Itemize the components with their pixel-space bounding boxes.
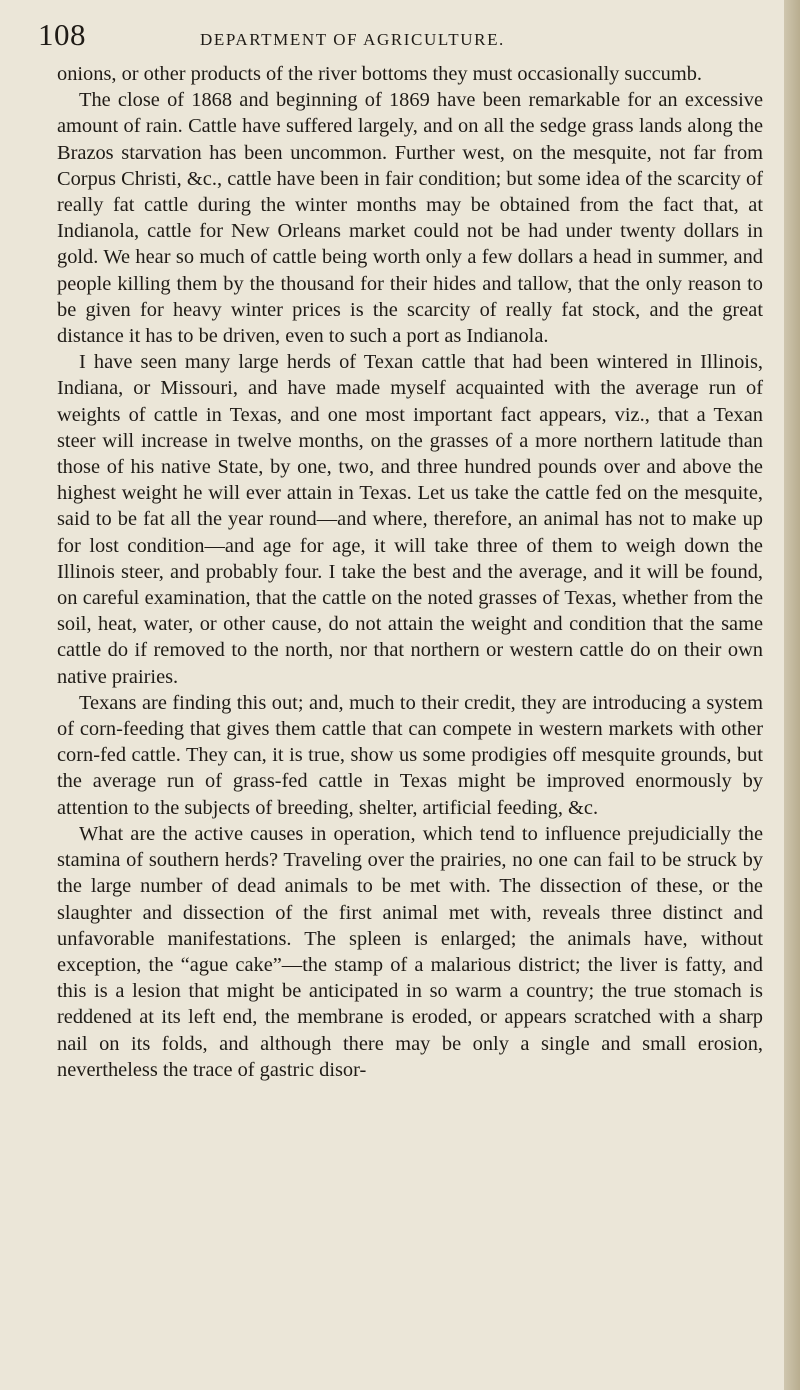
paragraph-rain-and-prices: The close of 1868 and beginning of 1869 have been remarkable for an excessive amount of rain. Cattle have suffered largely, and on all the sedge grass lands along the Brazos starvation has been uncommon. Further west, on the mesquite, not far from Corpus Christi, &c., cattle have been in fair condition; but some idea of the scarcity of really fat cattle during the winter months may be obtained from the fact that, at Indianola, cattle for New Orleans market could not be had under twenty dollars in gold. We hear so much of cattle being worth only a few dollars a head in summer, and people killing them by the thousand for their hides and tallow, that the only reason to be given for heavy winter prices is the scarcity of really fat stock, and the great distance it has to be driven, even to such a port as Indianola. — [57, 89, 763, 348]
page-header — [38, 14, 738, 56]
paragraph-active-causes: What are the active causes in operation, which tend to influence prejudicially the stamina of southern herds? Traveling over the prairies, no one can fail to be struck by the large number of dead animals to be met with. The dissection of these, or the slaughter and dissection of the first animal met with, reveals three distinct and unfavorable manifestations. The spleen is enlarged; the animals have, without exception, the “ague cake”—the stamp of a malarious district; the liver is fatty, and this is a lesion that might be anticipated in so warm a country; the true stomach is reddened at its left end, the membrane is eroded, or appears scratched with a sharp nail on its folds, and although there may be only a single and small erosion, nevertheless the trace of gastric disor- — [57, 822, 763, 1081]
running-head: DEPARTMENT OF AGRICULTURE. — [200, 30, 505, 49]
body-text — [57, 61, 763, 1083]
paragraph-cattle-weights: I have seen many large herds of Texan cattle that had been wintered in Illinois, Indiana, or Missouri, and have made myself acquainted with the average run of weights of cattle in Texas, and one most important fact appears, viz., that a Texan steer will increase in twelve months, on the grasses of a more northern latitude than those of his native State, by one, two, and three hundred pounds over and above the highest weight he will ever attain in Texas. Let us take the cattle fed on the mesquite, said to be fat all the year round—and where, therefore, an animal has not to make up for lost condition—and age for age, it will take three of them to weigh down the Illinois steer, and probably four. I take the best and the average, and it will be found, on careful examination, that the cattle on the noted grasses of Texas, whether from the soil, heat, water, or other cause, do not attain the weight and condition that the same cattle do if removed to the north, nor that northern or western cattle do on their own native prairies. — [57, 351, 763, 688]
paragraph-corn-feeding: Texans are finding this out; and, much to their credit, they are introducing a system of corn-feeding that gives them cattle that can compete in western markets with other corn-fed cattle. They can, it is true, show us some prodigies off mesquite grounds, but the average run of grass-fed cattle in Texas might be improved enormously by attention to the subjects of breeding, shelter, artificial feeding, &c. — [57, 691, 763, 819]
page-edge — [784, 0, 800, 1390]
paragraph-continuation: onions, or other products of the river bottoms they must occasionally succumb. — [57, 63, 703, 85]
page-number: 108 — [38, 17, 86, 52]
